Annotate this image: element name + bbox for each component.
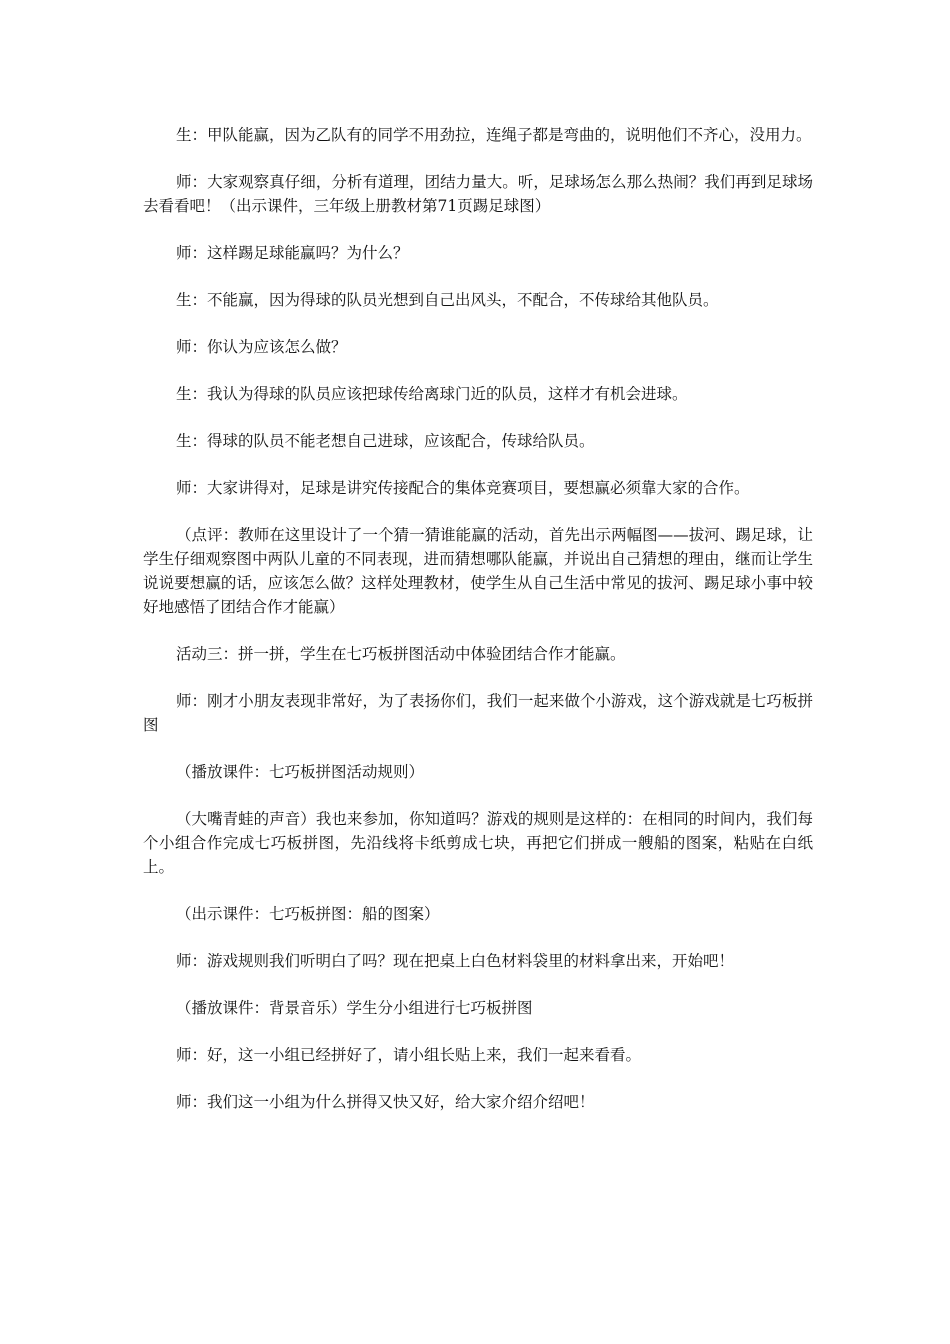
paragraph: 师：游戏规则我们听明白了吗？现在把桌上白色材料袋里的材料拿出来，开始吧！ xyxy=(176,952,735,970)
paragraph: 生：甲队能赢，因为乙队有的同学不用劲拉，连绳子都是弯曲的，说明他们不齐心，没用力。 xyxy=(176,126,812,144)
paragraph: （出示课件：七巧板拼图：船的图案） xyxy=(176,905,440,923)
paragraph: 师：刚才小朋友表现非常好，为了表扬你们，我们一起来做个小游戏，这个游戏就是七巧板拼图 xyxy=(143,692,813,734)
paragraph: （播放课件：背景音乐）学生分小组进行七巧板拼图 xyxy=(176,999,533,1017)
paragraph: 生：不能赢，因为得球的队员光想到自己出风头，不配合，不传球给其他队员。 xyxy=(176,291,719,309)
paragraph: 师：大家观察真仔细，分析有道理，团结力量大。听，足球场怎么那么热闹？我们再到足球场去看看吧！（出示课件，三年级上册教材第71页踢足球图） xyxy=(143,173,813,215)
paragraph: （点评：教师在这里设计了一个猜一猜谁能赢的活动，首先出示两幅图——拔河、踢足球，让学生仔细观察图中两队儿童的不同表现，进而猜想哪队能赢，并说出自己猜想的理由，继而让学生说说要想赢的话，应该怎么做？这样处理教材，使学生从自己生活中常见的拔河、踢足球小事中较好地感悟了团结合作才能赢） xyxy=(143,526,813,616)
paragraph: （大嘴青蛙的声音）我也来参加，你知道吗？游戏的规则是这样的：在相同的时间内，我们每个小组合作完成七巧板拼图，先沿线将卡纸剪成七块，再把它们拼成一艘船的图案，粘贴在白纸上。 xyxy=(143,810,813,876)
document-body xyxy=(143,123,813,1137)
paragraph: 师：你认为应该怎么做？ xyxy=(176,338,347,356)
paragraph: 生：得球的队员不能老想自己进球，应该配合，传球给队员。 xyxy=(176,432,595,450)
paragraph: （播放课件：七巧板拼图活动规则） xyxy=(176,763,425,781)
paragraph: 师：大家讲得对，足球是讲究传接配合的集体竞赛项目，要想赢必须靠大家的合作。 xyxy=(176,479,750,497)
paragraph: 师：好，这一小组已经拼好了，请小组长贴上来，我们一起来看看。 xyxy=(176,1046,642,1064)
paragraph: 生：我认为得球的队员应该把球传给离球门近的队员，这样才有机会进球。 xyxy=(176,385,688,403)
paragraph: 师：这样踢足球能赢吗？为什么？ xyxy=(176,244,409,262)
paragraph: 活动三：拼一拼，学生在七巧板拼图活动中体验团结合作才能赢。 xyxy=(176,645,626,663)
paragraph: 师：我们这一小组为什么拼得又快又好，给大家介绍介绍吧！ xyxy=(176,1093,595,1111)
